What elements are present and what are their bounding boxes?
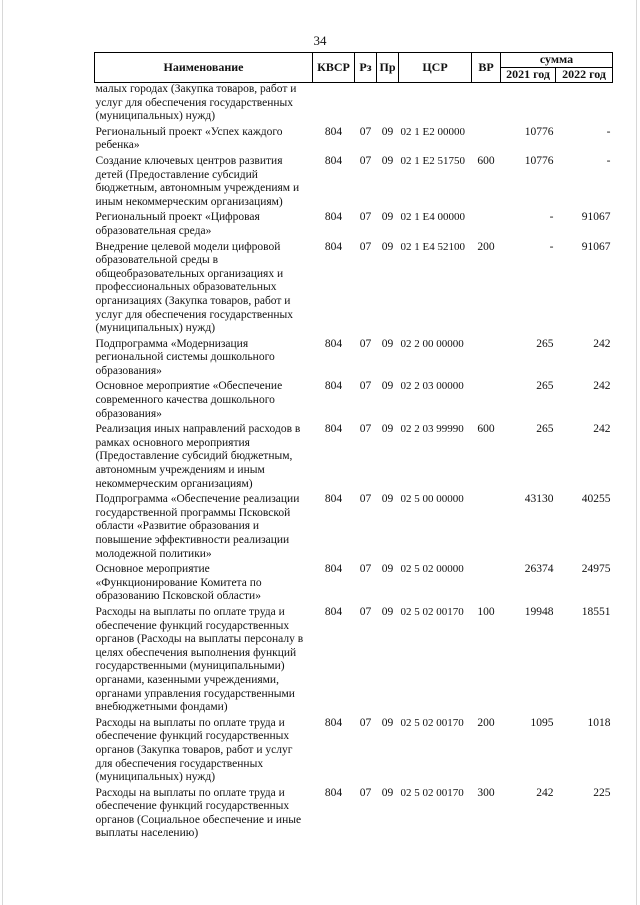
- row-vr-cell: 100: [477, 605, 495, 618]
- row-2022-amount: -: [606, 125, 611, 138]
- row-2022-amount: 24975: [581, 563, 611, 576]
- row-rz-cell: 07: [359, 380, 372, 393]
- row-vr-cell: 600: [477, 423, 495, 436]
- row-pr-cell: 09: [381, 337, 394, 350]
- row-kvsr-cell: 804: [324, 211, 343, 224]
- row-pr-cell: 09: [381, 125, 394, 138]
- row-vr-cell: [472, 493, 501, 563]
- row-2022-amount: 40255: [581, 493, 611, 506]
- row-kvsr-cell: 804: [324, 423, 343, 436]
- row-vr-cell: 600: [477, 154, 495, 167]
- row-rz-cell: 07: [359, 154, 372, 167]
- row-rz-cell: 07: [359, 240, 372, 253]
- row-2022-amount: 1018: [587, 716, 611, 729]
- row-vr-cell: [472, 563, 501, 606]
- row-csr-cell: 02 5 02 00170: [400, 605, 464, 618]
- row-name-cell: Подпрограмма «Модернизация региональной системы дошкольного образования»: [95, 337, 275, 377]
- row-name-cell: Основное мероприятие «Обеспечение современного качества дошкольного образования»: [95, 380, 283, 420]
- row-2022-amount: 18551: [581, 605, 611, 618]
- row-name-cell: Региональный проект «Успех каждого ребенка»: [95, 125, 283, 152]
- row-kvsr-cell: 804: [324, 125, 343, 138]
- budget-table: [94, 52, 613, 843]
- row-2021-amount: 19948: [524, 605, 554, 618]
- row-csr-cell: 02 1 E4 00000: [400, 211, 465, 224]
- row-csr-cell: 02 5 00 00000: [400, 493, 464, 506]
- row-rz-cell: 07: [359, 423, 372, 436]
- row-2022-amount: -: [606, 154, 611, 167]
- row-csr-cell: 02 1 E2 51750: [400, 154, 465, 167]
- header-name: Наименование: [95, 53, 313, 83]
- row-2022-amount: 91067: [581, 211, 611, 224]
- header-year-2021: 2021 год: [501, 68, 556, 83]
- row-kvsr-cell: 804: [324, 563, 343, 576]
- row-kvsr-cell: [313, 83, 355, 126]
- table-row: [95, 380, 613, 423]
- row-pr-cell: 09: [381, 154, 394, 167]
- row-rz-cell: 07: [359, 493, 372, 506]
- row-csr-cell: [399, 83, 472, 126]
- table-row: [95, 83, 613, 126]
- header-pr: Пр: [377, 53, 399, 83]
- row-rz-cell: 07: [359, 563, 372, 576]
- header-kvsr: КВСР: [313, 53, 355, 83]
- table-row: [95, 787, 613, 843]
- row-2021-amount: 10776: [524, 125, 554, 138]
- row-pr-cell: 09: [381, 380, 394, 393]
- row-kvsr-cell: 804: [324, 337, 343, 350]
- table-row: [95, 606, 613, 717]
- row-name-cell: Подпрограмма «Обеспечение реализации государственной программы Псковской области «Развитие образования и повышение эффективности реализации молодежной политики»: [95, 493, 300, 560]
- row-csr-cell: 02 5 02 00000: [400, 563, 464, 576]
- row-csr-cell: 02 1 E4 52100: [400, 240, 465, 253]
- row-name-cell: Основное мероприятие «Функционирование Комитета по образованию Псковской области»: [95, 563, 262, 603]
- row-2022-amount: 242: [593, 380, 611, 393]
- row-csr-cell: 02 5 02 00170: [400, 716, 464, 729]
- row-name-cell: Расходы на выплаты по оплате труда и обеспечение функций государственных органов (Расходы на выплаты персоналу в целях обеспечения выполнения функций государственными (муниципальными) органами, казенными учреждениями, органами управления государственными внебюджетными фондами): [95, 605, 304, 714]
- header-vr: ВР: [472, 53, 501, 83]
- row-kvsr-cell: 804: [324, 240, 343, 253]
- row-name-cell: Расходы на выплаты по оплате труда и обеспечение функций государственных органов (Социальное обеспечение и иные выплаты населению): [95, 786, 302, 840]
- budget-table-container: [94, 52, 612, 843]
- row-2022-amount: [556, 83, 613, 126]
- row-2021-amount: 43130: [524, 493, 554, 506]
- table-row: [95, 493, 613, 563]
- row-kvsr-cell: 804: [324, 493, 343, 506]
- row-name-cell: Региональный проект «Цифровая образовательная среда»: [95, 211, 260, 237]
- row-2022-amount: 242: [593, 337, 611, 350]
- row-rz-cell: 07: [359, 211, 372, 224]
- row-pr-cell: 09: [381, 563, 394, 576]
- header-csr: ЦСР: [399, 53, 472, 83]
- row-name-cell: Реализация иных направлений расходов в рамках основного мероприятия (Предоставление субсидий бюджетным, автономным учреждениям и иным некоммерческим организациям): [95, 423, 301, 490]
- row-pr-cell: 09: [381, 786, 394, 799]
- row-pr-cell: 09: [381, 423, 394, 436]
- row-vr-cell: [472, 126, 501, 155]
- row-csr-cell: 02 5 02 00170: [400, 786, 464, 799]
- row-csr-cell: 02 2 00 00000: [400, 337, 464, 350]
- row-pr-cell: 09: [381, 493, 394, 506]
- row-pr-cell: 09: [381, 240, 394, 253]
- row-2021-amount: [501, 83, 556, 126]
- table-row: [95, 423, 613, 493]
- row-2021-amount: 1095: [530, 716, 554, 729]
- row-name-cell: Создание ключевых центров развития детей (Предоставление субсидий бюджетным, автономным учреждениям и иным некоммерческим организациям): [95, 154, 300, 208]
- row-name-cell: Внедрение целевой модели цифровой образовательной среды в общеобразовательных организациях и профессиональных образовательных организациях (Закупка товаров, работ и услуг для обеспечения государственных (муниципальных) нужд): [95, 240, 293, 335]
- row-2021-amount: 242: [536, 786, 554, 799]
- table-body: [95, 83, 613, 844]
- row-vr-cell: [472, 380, 501, 423]
- row-kvsr-cell: 804: [324, 716, 343, 729]
- row-2021-amount: 26374: [524, 563, 554, 576]
- row-kvsr-cell: 804: [324, 605, 343, 618]
- row-2022-amount: 242: [593, 423, 611, 436]
- row-2021-amount: 265: [536, 423, 554, 436]
- row-kvsr-cell: 804: [324, 786, 343, 799]
- row-name-cell: Расходы на выплаты по оплате труда и обеспечение функций государственных органов (Закупка товаров, работ и услуг для обеспечения государственных (муниципальных) нужд): [95, 716, 293, 784]
- row-rz-cell: [355, 83, 377, 126]
- row-csr-cell: 02 2 03 99990: [400, 423, 464, 436]
- row-vr-cell: 200: [477, 240, 495, 253]
- row-vr-cell: [472, 338, 501, 381]
- row-csr-cell: 02 2 03 00000: [400, 380, 464, 393]
- row-vr-cell: 300: [477, 786, 495, 799]
- row-vr-cell: 200: [477, 716, 495, 729]
- row-pr-cell: 09: [381, 211, 394, 224]
- row-2022-amount: 225: [593, 786, 611, 799]
- header-year-2022: 2022 год: [556, 68, 613, 83]
- row-2021-amount: -: [549, 211, 554, 224]
- row-2021-amount: -: [549, 240, 554, 253]
- row-pr-cell: 09: [381, 716, 394, 729]
- row-2021-amount: 265: [536, 380, 554, 393]
- page-number: 34: [313, 33, 327, 48]
- row-vr-cell: [472, 83, 501, 126]
- header-rz: Рз: [355, 53, 377, 83]
- row-vr-cell: [472, 211, 501, 240]
- row-2022-amount: 91067: [581, 240, 611, 253]
- table-row: [95, 241, 613, 338]
- header-sum: сумма: [501, 53, 613, 68]
- row-pr-cell: [377, 83, 399, 126]
- row-2021-amount: 265: [536, 337, 554, 350]
- scan-right-edge: [636, 0, 637, 905]
- row-rz-cell: 07: [359, 716, 372, 729]
- row-csr-cell: 02 1 E2 00000: [400, 125, 465, 138]
- scan-left-edge: [2, 0, 3, 905]
- table-header: [95, 53, 613, 83]
- row-2021-amount: 10776: [524, 154, 554, 167]
- row-rz-cell: 07: [359, 125, 372, 138]
- table-row: [95, 338, 613, 381]
- table-row: [95, 717, 613, 787]
- row-kvsr-cell: 804: [324, 154, 343, 167]
- row-rz-cell: 07: [359, 605, 372, 618]
- row-rz-cell: 07: [359, 786, 372, 799]
- table-row: [95, 211, 613, 240]
- row-kvsr-cell: 804: [324, 380, 343, 393]
- row-name-cell: малых городах (Закупка товаров, работ и услуг для обеспечения государственных (муниципальных) нужд): [95, 83, 297, 123]
- row-rz-cell: 07: [359, 337, 372, 350]
- row-pr-cell: 09: [381, 605, 394, 618]
- table-row: [95, 155, 613, 211]
- table-row: [95, 563, 613, 606]
- table-row: [95, 126, 613, 155]
